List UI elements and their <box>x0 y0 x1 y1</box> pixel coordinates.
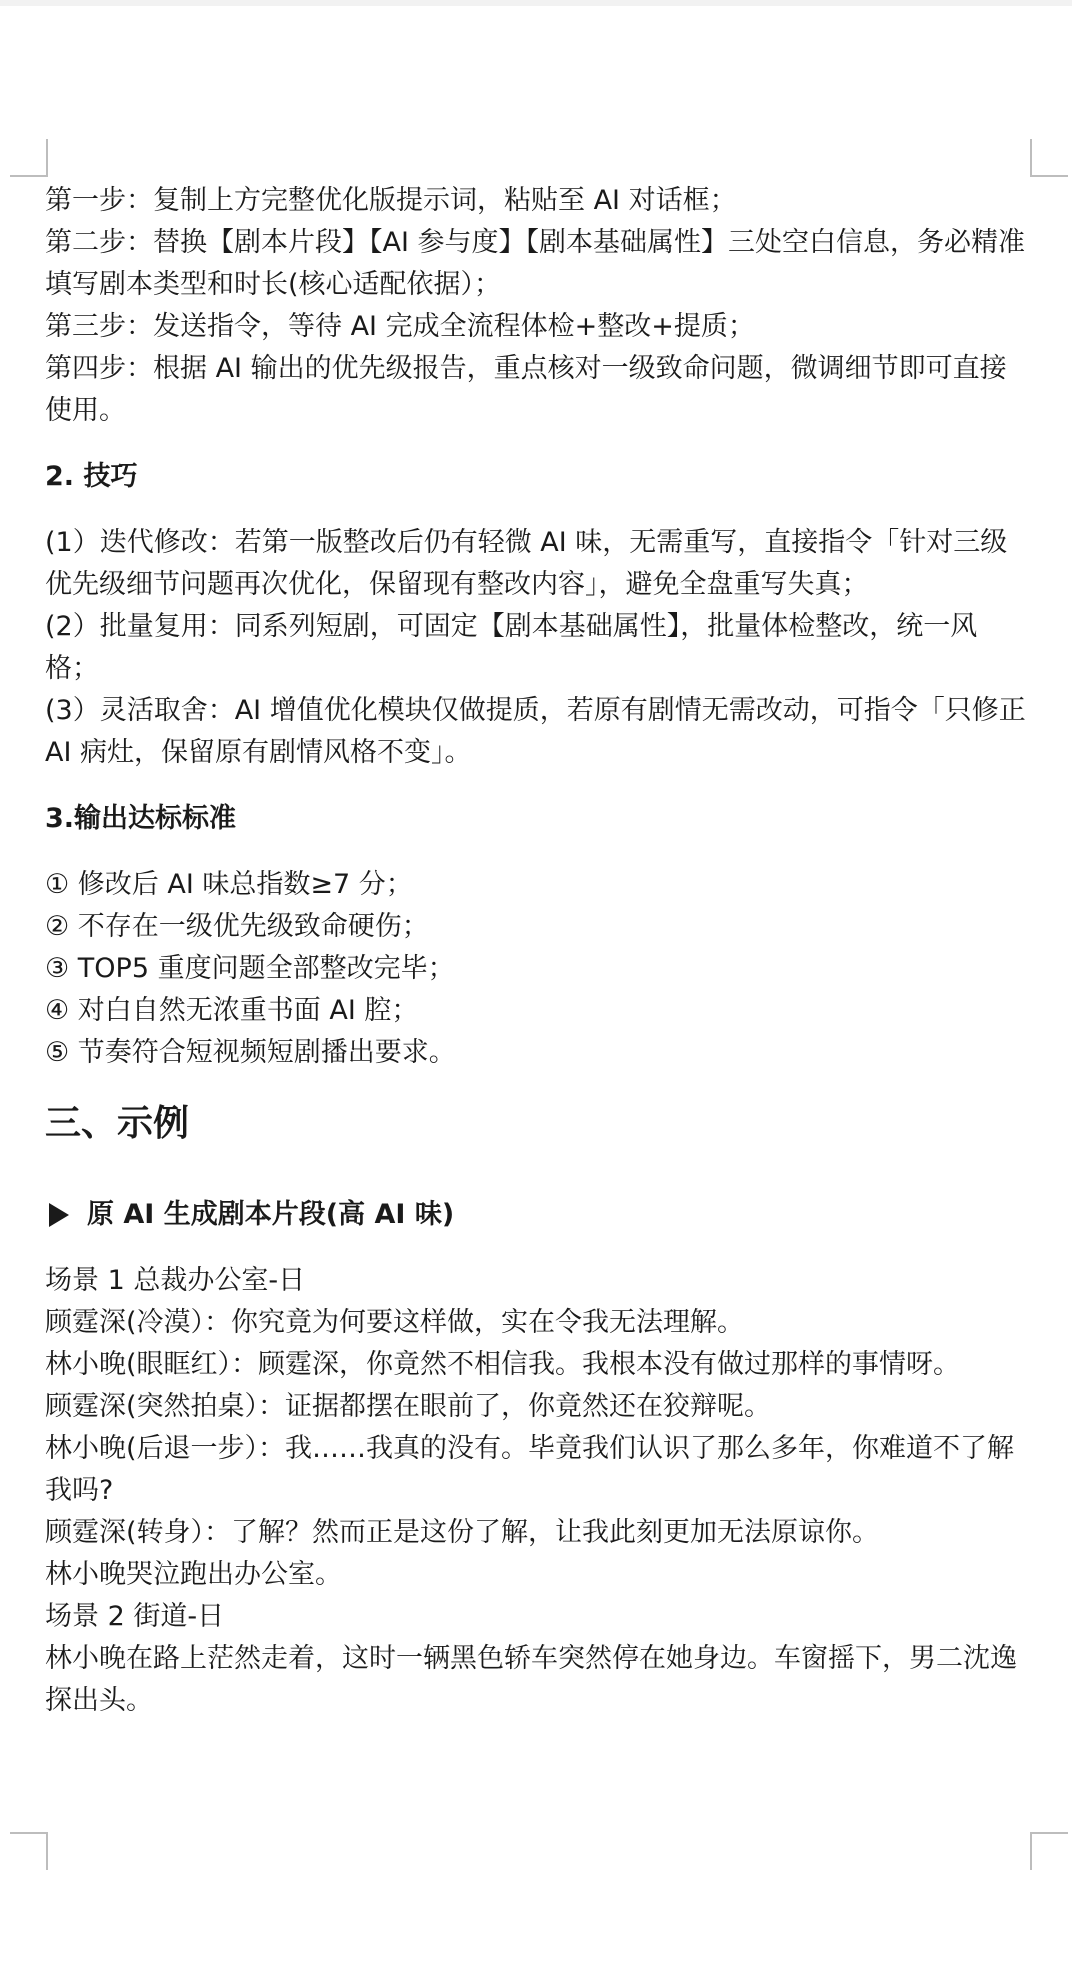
script-line: 顾霆深(冷漠）：你究竟为何要这样做，实在令我无法理解。 <box>45 1307 745 1338</box>
script-line: 林小晚哭泣跑出办公室。 <box>45 1559 342 1590</box>
example-sub-heading-text: 原 AI 生成剧本片段(高 AI 味) <box>87 1199 455 1230</box>
tip-item-2: (2）批量复用：同系列短剧，可固定【剧本基础属性】，批量体检整改，统一风格； <box>45 611 978 684</box>
script-line: 林小晚在路上茫然走着，这时一辆黑色轿车突然停在她身边。车窗摇下，男二沈逸探出头。 <box>45 1643 1017 1716</box>
crop-mark-top-right <box>1030 139 1068 177</box>
tip-item-1: (1）迭代修改：若第一版整改后仍有轻微 AI 味，无需重写，直接指令「针对三级优先级细节问题再次优化，保留现有整改内容」，避免全盘重写失真； <box>45 527 1008 600</box>
tips-heading: 2. 技巧 <box>45 461 138 492</box>
top-strip <box>0 0 1072 6</box>
script-line: 林小晚(后退一步）：我……我真的没有。毕竟我们认识了那么多年，你难道不了解我吗? <box>45 1433 1015 1506</box>
script-line: 顾霆深(突然拍桌）：证据都摆在眼前了，你竟然还在狡辩呢。 <box>45 1391 772 1422</box>
script-line: 顾霆深(转身）：了解？然而正是这份了解，让我此刻更加无法原谅你。 <box>45 1517 880 1548</box>
step-3: 第三步：发送指令，等待 AI 完成全流程体检+整改+提质； <box>45 311 755 342</box>
step-4: 第四步：根据 AI 输出的优先级报告，重点核对一级致命问题，微调细节即可直接使用。 <box>45 353 1007 426</box>
standard-item-2: ② 不存在一级优先级致命硬伤； <box>45 911 429 942</box>
step-1: 第一步：复制上方完整优化版提示词，粘贴至 AI 对话框； <box>45 185 737 216</box>
triangle-right-icon <box>49 1203 69 1227</box>
standard-item-4: ④ 对白自然无浓重书面 AI 腔； <box>45 995 419 1026</box>
standard-item-1: ① 修改后 AI 味总指数≥7 分； <box>45 869 413 900</box>
script-line: 场景 1 总裁办公室-日 <box>45 1265 306 1296</box>
step-2: 第二步：替换【剧本片段】【AI 参与度】【剧本基础属性】三处空白信息，务必精准填写剧本类型和时长(核心适配依据）； <box>45 227 1026 300</box>
standard-item-5: ⑤ 节奏符合短视频短剧播出要求。 <box>45 1037 456 1068</box>
document-body <box>45 180 1030 1722</box>
standards-heading: 3.输出达标标准 <box>45 803 237 834</box>
script-line: 场景 2 街道-日 <box>45 1601 225 1632</box>
script-line: 林小晚(眼眶红）：顾霆深，你竟然不相信我。我根本没有做过那样的事情呀。 <box>45 1349 961 1380</box>
example-sub-heading <box>45 1194 1030 1236</box>
example-section-title: 三、示例 <box>45 1103 190 1144</box>
crop-mark-top-left <box>10 139 48 177</box>
tip-item-3: (3）灵活取舍：AI 增值优化模块仅做提质，若原有剧情无需改动，可指令「只修正 AI 病灶，保留原有剧情风格不变」。 <box>45 695 1026 768</box>
crop-mark-bottom-right <box>1030 1832 1068 1870</box>
standard-item-3: ③ TOP5 重度问题全部整改完毕； <box>45 953 455 984</box>
crop-mark-bottom-left <box>10 1832 48 1870</box>
